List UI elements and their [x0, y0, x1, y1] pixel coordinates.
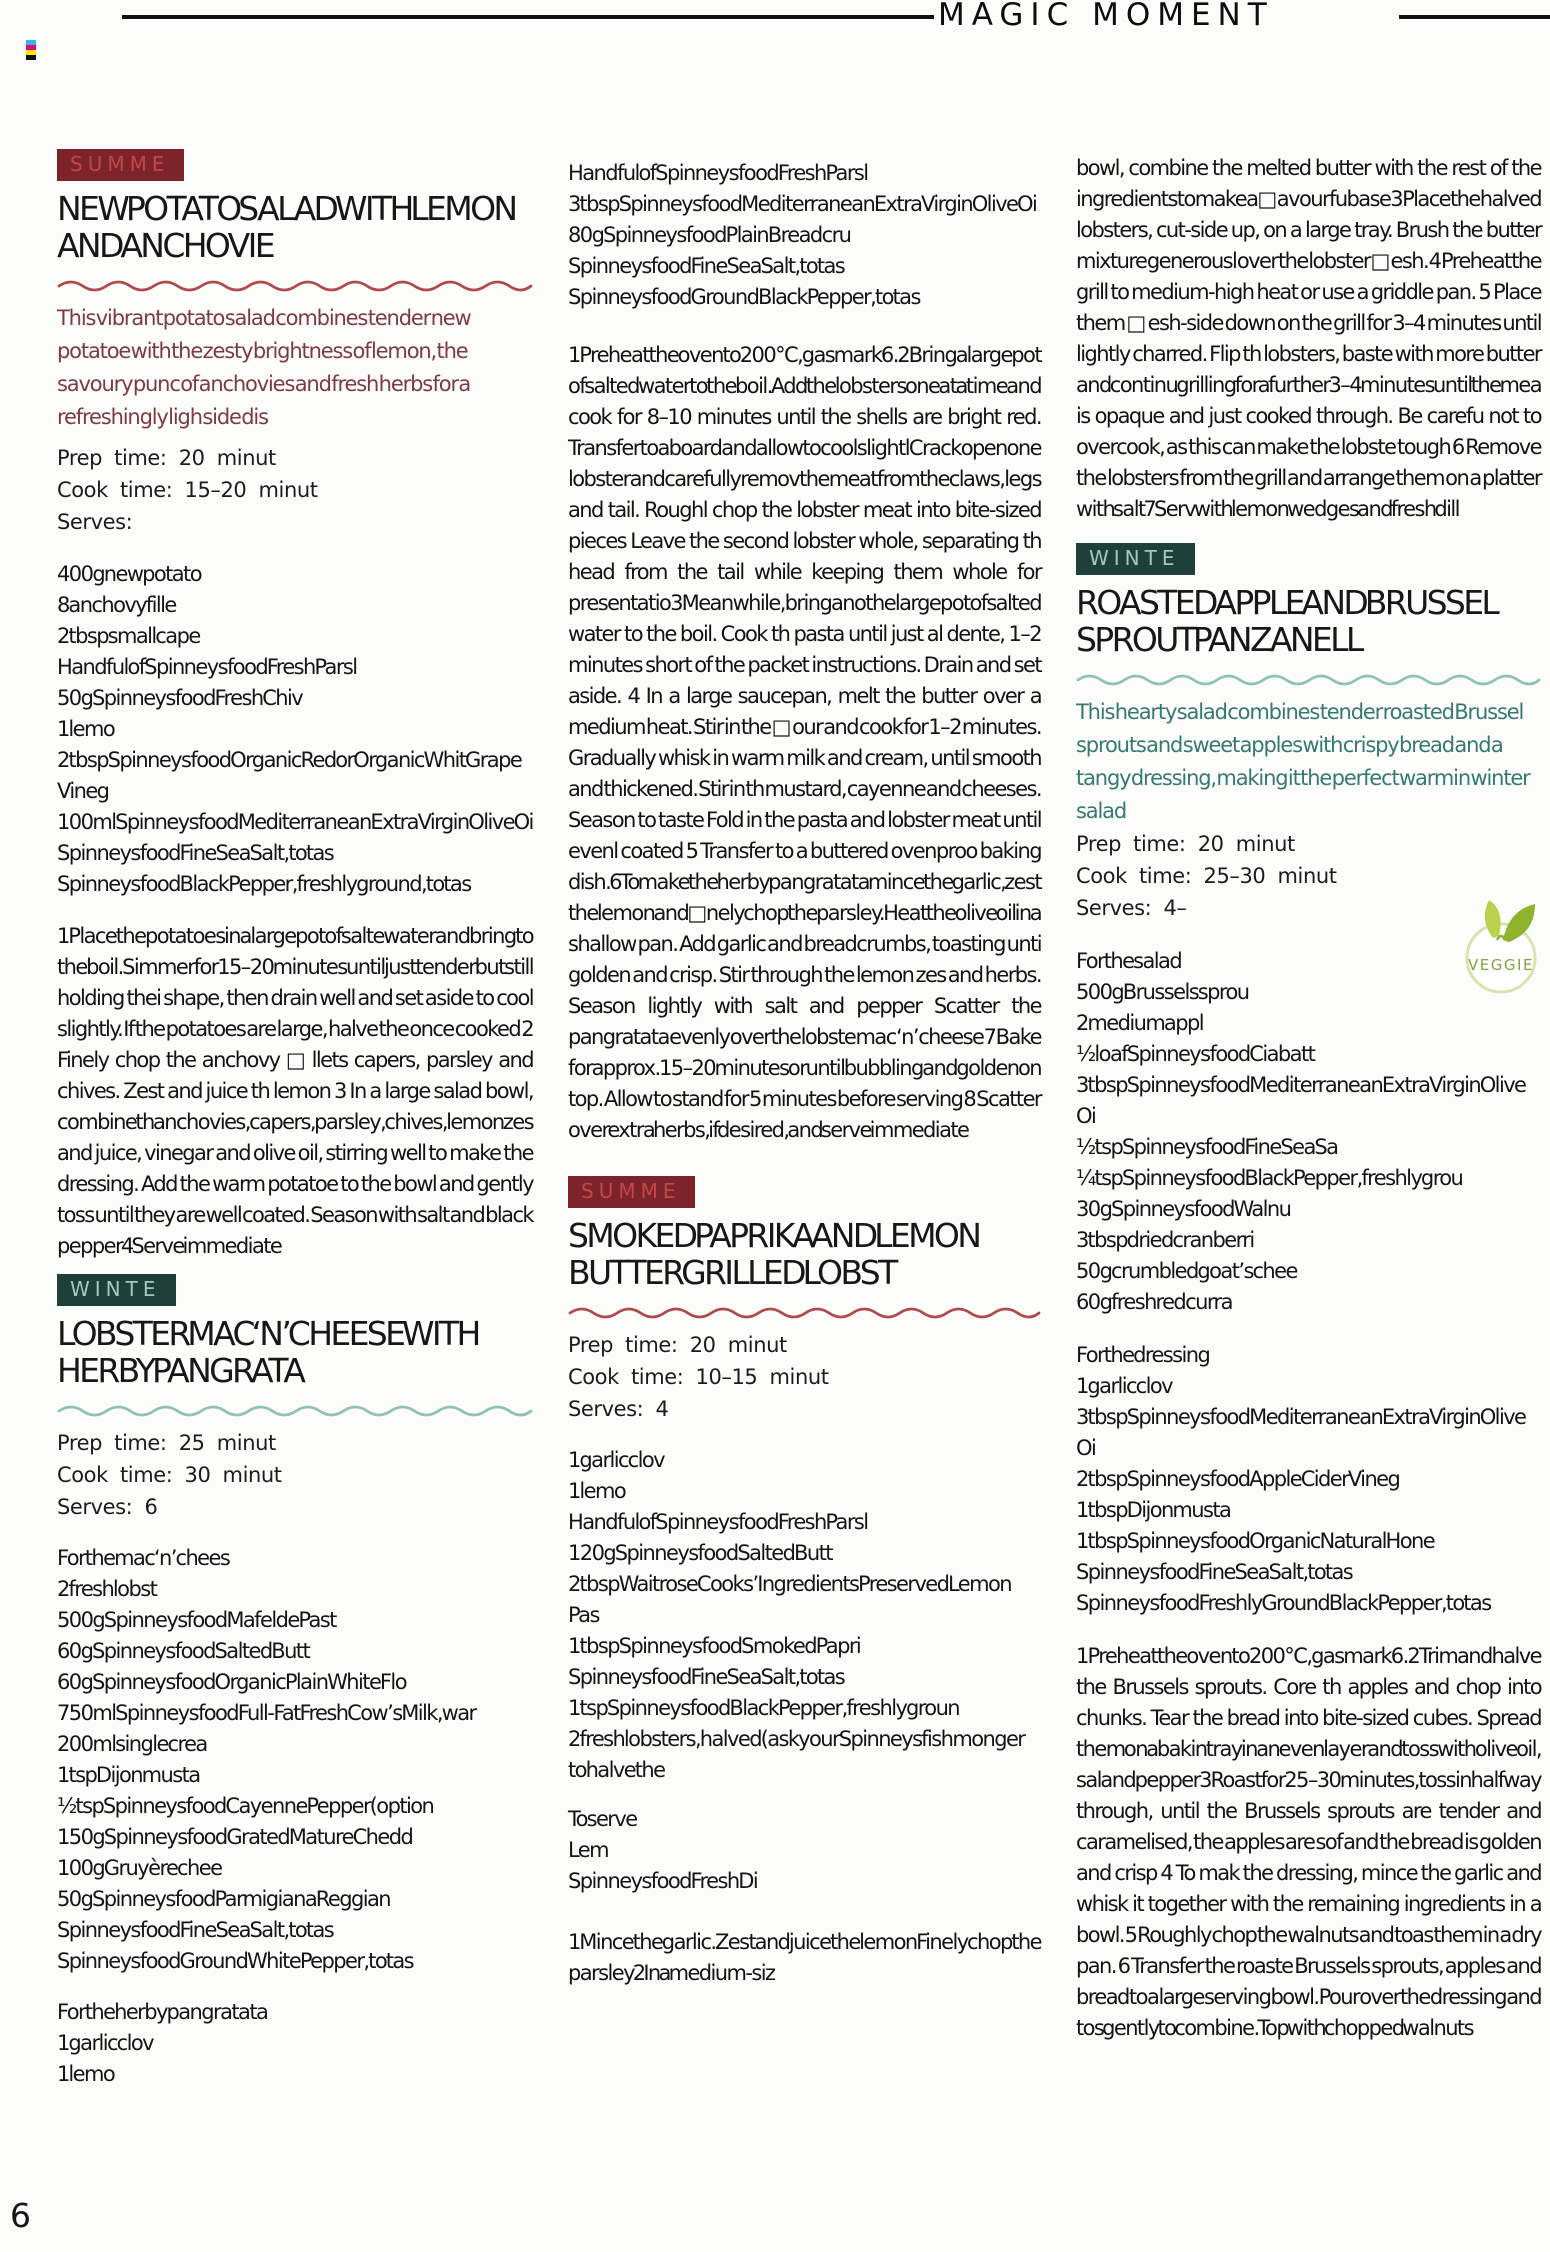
- ingredient-line: 2 fresh lobsters, halved (ask your Spinneys fishmonger to halve the: [568, 1727, 1025, 1782]
- recipe-meta: [57, 1427, 533, 1523]
- section-label: To serve: [568, 1807, 637, 1831]
- ingredient-line: ½ tsp Spinneysfood Cayenne Pepper (option: [57, 1794, 434, 1818]
- recipe-meta-line: Prep time: 20 minut: [568, 1333, 787, 1357]
- section-label: For the salad: [1076, 949, 1182, 973]
- ingredient-line: 60g Spinneysfood Salted Butt: [57, 1639, 310, 1663]
- ingredient-line: Spinneysfood Fine Sea Salt, to tas: [57, 841, 334, 865]
- ingredient-line: 150g Spinneysfood Grated Mature Chedd: [57, 1825, 413, 1849]
- ingredient-list: [568, 1835, 1041, 1897]
- ingredient-list: [57, 559, 533, 900]
- ingredient-list: [57, 1574, 533, 1977]
- ingredient-line: 80g Spinneysfood Plain Breadcru: [568, 223, 851, 247]
- ingredient-line: Spinneysfood Fine Sea Salt, to tas: [57, 1918, 334, 1942]
- section-label: For the mac ‘n’ chees: [57, 1546, 230, 1570]
- ingredient-line: 50g crumbled goat’s chee: [1076, 1259, 1297, 1283]
- column-3: [1076, 153, 1541, 2044]
- wavy-divider-red: [568, 1305, 1041, 1319]
- recipe-method: 1 Preheat the oven to 200°C, gas mark 6. 2 Bring a large pot of salted water to the boil. Add the lobsters one at a time and cook for 8–10 minutes until the shells are bright red. Transfer to a board and allow to cool slightl Crack open one lobster and carefully remov the meat from the claws, legs and tail. Roughl chop the lobster meat into bite-sized pieces Leave the second lobster whole, separating th head from the tail while keeping them whole for presentatio 3 Meanwhile, bring anothe large pot of salted water to the boil. Cook th pasta until just al dente, 1–2 minutes short of the packet instructions. Drain and set aside. 4 In a large saucepan, melt the butter over a medium heat. Stir in the □our and cook for 1–2 minutes. Gradually whisk in warm milk and cream, until smooth and thickened. Stir in th mustard, cayenne and cheeses. Season to taste Fold in the pasta and lobster meat until evenl coated 5 Transfer to a buttered ovenproo baking dish. 6 To make the herby pangratata mince the garlic, zest the lemon and □nely chop the parsley. Heat the olive oil in a shallow pan. Add garlic and breadcrumbs, toasting unti golden and crisp. Stir through the lemon zes and herbs. Season lightly with salt and pepper Scatter the pangratata evenly over the lobste mac ‘n’ cheese 7 Bake for approx. 15–20 minutes or until bubbling and golden on top. Allow to stand for 5 minutes before serving 8 Scatter over extra herbs, if desired, and serve immediate: [568, 343, 1041, 1142]
- veggie-badge-label: VEGGIE: [1468, 956, 1534, 974]
- ingredient-line: 100g Gruyère chee: [57, 1856, 222, 1880]
- ingredient-line: 2 fresh lobst: [57, 1577, 157, 1601]
- recipe-meta-line: Prep time: 20 minut: [1076, 832, 1295, 856]
- season-badge-summer: SUMME: [568, 1176, 695, 1208]
- recipe-meta: [568, 1329, 1041, 1425]
- veggie-badge: [1459, 894, 1543, 998]
- recipe-meta-line: Prep time: 25 minut: [57, 1431, 276, 1455]
- ingredient-line: 1 garlic clov: [1076, 1374, 1173, 1398]
- ingredient-line: 8 anchovy fille: [57, 593, 176, 617]
- ingredient-line: 1 lemo: [57, 717, 115, 741]
- recipe-meta-line: Cook time: 10–15 minut: [568, 1365, 829, 1389]
- season-badge-winter: WINTE: [57, 1274, 176, 1306]
- ingredient-line: 2 tbsp Waitrose Cooks’ Ingredients Preserved Lemon Pas: [568, 1572, 1012, 1627]
- recipe-method-start: 1 Mince the garlic. Zest and juice the lemon Finely chop the parsley 2 In a medium-siz: [568, 1930, 1041, 1985]
- veggie-badge-icon: [1459, 894, 1543, 998]
- recipe-method: 1 Place the potatoes in a large pot of salte water and bring to the boil. Simmer for 15–20 minutes until just tender but still holding thei shape, then drain well and set aside to cool slightly. If the potatoes are large, halve the once cooked 2 Finely chop the anchovy □llets capers, parsley and chives. Zest and juice th lemon 3 In a large salad bowl, combine th anchovies, capers, parsley, chives, lemon zes and juice, vinegar and olive oil, stirring well to make the dressing. Add the warm potatoe to the bowl and gently toss until they are well coated. Season with salt and black pepper 4 Serve immediate: [57, 924, 533, 1258]
- print-registration-mark: [26, 40, 36, 60]
- ingredient-line: Spinneysfood Freshly Ground Black Pepper, to tas: [1076, 1591, 1491, 1615]
- recipe-title-lobster-mac: LOBSTER MAC ‘N’ CHEESE WITH HERBY PANGRATA: [57, 1314, 479, 1390]
- recipe-meta-line: Cook time: 15–20 minut: [57, 478, 318, 502]
- ingredient-line: 500g Spinneysfood Mafelde Past: [57, 1608, 336, 1632]
- wavy-divider-teal: [57, 1403, 533, 1417]
- ingredient-line: Spinneysfood Ground Black Pepper, to tas: [568, 285, 920, 309]
- ingredient-line: 1 garlic clov: [57, 2031, 154, 2055]
- leaf-icon: [1503, 904, 1535, 942]
- ingredient-line: 750ml Spinneysfood Full-Fat Fresh Cow’s Milk, war: [57, 1701, 476, 1725]
- page-title: MAGIC MOMENT: [938, 0, 1274, 33]
- ingredient-line: Spinneysfood Fresh Di: [568, 1869, 758, 1893]
- recipe-meta-line: Prep time: 20 minut: [57, 446, 276, 470]
- ingredient-line: 1 lemo: [57, 2062, 115, 2086]
- recipe-meta-line: Serves: 4: [568, 1397, 669, 1421]
- ingredient-line: 200ml single crea: [57, 1732, 207, 1756]
- ingredient-line: 60g Spinneysfood Organic Plain White Flo: [57, 1670, 406, 1694]
- recipe-method-continued: bowl, combine the melted butter with the rest of the ingredients to make a □avourfu base 3 Place the halved lobsters, cut-side up, on a large tray. Brush the butter mixture generousl over the lobster □esh. 4 Preheat the grill to medium-high heat or use a griddle pan. 5 Place them □esh-side down on the grill for 3–4 minutes until lightly charred. Flip th lobsters, baste with more butter and continu grilling for a further 3–4 minutes until the mea is opaque and just cooked through. Be carefu not to overcook, as this can make the lobste tough 6 Remove the lobsters from the grill and arrange them on a platter with salt 7 Serv with lemon wedges and fresh dill: [1076, 156, 1541, 521]
- ingredient-line: 100ml Spinneysfood Mediterranean Extra Virgin Olive Oi: [57, 810, 533, 834]
- ingredient-list: [568, 1445, 1041, 1786]
- recipe-meta-line: Serves: 4–: [1076, 896, 1187, 920]
- header-rule-left: [122, 15, 934, 19]
- recipe-meta-line: Serves: 6: [57, 1495, 158, 1519]
- ingredient-list-continued: [568, 158, 1041, 313]
- ingredient-line: 1 tbsp Spinneysfood Smoked Papri: [568, 1634, 861, 1658]
- page-number: 6: [10, 2196, 31, 2235]
- ingredient-list: [1076, 1371, 1541, 1619]
- ingredient-line: 1 tsp Spinneysfood Black Pepper, freshly groun: [568, 1696, 960, 1720]
- ingredient-line: 2 tbsp Spinneysfood Organic Red or Organic Whit Grape Vineg: [57, 748, 522, 803]
- ingredient-line: 3 tbsp Spinneysfood Mediterranean Extra Virgin Olive Oi: [1076, 1073, 1526, 1128]
- ingredient-line: 500g Brussels sprou: [1076, 980, 1249, 1004]
- season-badge-summer: SUMME: [57, 149, 184, 181]
- ingredient-line: Handful of Spinneysfood Fresh Parsl: [568, 1510, 868, 1534]
- section-label: For the dressing: [1076, 1343, 1210, 1367]
- ingredient-line: Spinneysfood Fine Sea Salt, to tas: [568, 254, 845, 278]
- recipe-title-panzanella: ROASTED APPLE AND BRUSSEL SPROUT PANZANELL: [1076, 583, 1498, 659]
- recipe-title-potato-salad: NEW POTATO SALAD WITH LEMON AND ANCHOVIE: [57, 189, 516, 265]
- recipe-meta-line: Cook time: 30 minut: [57, 1463, 282, 1487]
- recipe-meta: [57, 442, 533, 538]
- recipe-intro: This hearty salad combines tender roasted Brussel sprouts and sweet apples with crispy bread and a tangy dressing, making it the perfect warmin winter salad: [1076, 700, 1530, 823]
- ingredient-line: 2 medium appl: [1076, 1011, 1203, 1035]
- ingredient-line: 50g Spinneysfood Parmigiana Reggian: [57, 1887, 390, 1911]
- ingredient-line: ½ loaf Spinneysfood Ciabatt: [1076, 1042, 1315, 1066]
- section-label: For the herby pangratata: [57, 2000, 268, 2024]
- ingredient-line: Spinneysfood Fine Sea Salt, to tas: [1076, 1560, 1353, 1584]
- header-rule-right: [1399, 15, 1550, 19]
- ingredient-line: 1 tbsp Dijon musta: [1076, 1498, 1231, 1522]
- column-2: [568, 158, 1041, 1989]
- ingredient-line: 120g Spinneysfood Salted Butt: [568, 1541, 832, 1565]
- ingredient-line: Lem: [568, 1838, 608, 1862]
- ingredient-line: Spinneysfood Black Pepper, freshly ground, to tas: [57, 872, 471, 896]
- wavy-divider-red: [57, 278, 533, 292]
- ingredient-line: 2 tbsp small cape: [57, 624, 200, 648]
- ingredient-line: 2 tbsp Spinneysfood Apple Cider Vineg: [1076, 1467, 1400, 1491]
- ingredient-line: Spinneysfood Ground White Pepper, to tas: [57, 1949, 414, 1973]
- recipe-intro: This vibrant potato salad combines tender new potatoe with the zesty brightness of lemon, the savoury punc of anchovies and fresh herbs for a refreshingly ligh side dis: [57, 306, 471, 429]
- ingredient-line: 30g Spinneysfood Walnu: [1076, 1197, 1291, 1221]
- column-1: [57, 149, 533, 2090]
- ingredient-line: 1 lemo: [568, 1479, 626, 1503]
- ingredient-line: ½ tsp Spinneysfood Fine Sea Sa: [1076, 1135, 1338, 1159]
- ingredient-line: 1 tsp Dijon musta: [57, 1763, 200, 1787]
- recipe-meta-line: Cook time: 25–30 minut: [1076, 864, 1337, 888]
- ingredient-list: [57, 2028, 533, 2090]
- ingredient-line: Spinneysfood Fine Sea Salt, to tas: [568, 1665, 845, 1689]
- ingredient-line: Handful of Spinneysfood Fresh Parsl: [57, 655, 357, 679]
- ingredient-line: Handful of Spinneysfood Fresh Parsl: [568, 161, 868, 185]
- ingredient-line: 400g new potato: [57, 562, 201, 586]
- season-badge-winter: WINTE: [1076, 543, 1195, 575]
- ingredient-line: ¼ tsp Spinneysfood Black Pepper, freshly grou: [1076, 1166, 1463, 1190]
- recipe-meta-line: Serves:: [57, 510, 133, 534]
- ingredient-line: 3 tbsp Spinneysfood Mediterranean Extra Virgin Olive Oi: [568, 192, 1037, 216]
- ingredient-line: 3 tbsp Spinneysfood Mediterranean Extra Virgin Olive Oi: [1076, 1405, 1526, 1460]
- ingredient-line: 60g fresh redcurra: [1076, 1290, 1232, 1314]
- ingredient-line: 1 tbsp Spinneysfood Organic Natural Hone: [1076, 1529, 1435, 1553]
- recipe-method: 1 Preheat the oven to 200°C, gas mark 6. 2 Trim and halve the Brussels sprouts. Core th apples and chop into chunks. Tear the bread into bite-sized cubes. Spread them on a bakin tray in an even layer and toss with olive oil, sal and pepper 3 Roast for 25–30 minutes, tossin halfway through, until the Brussels sprouts are tender and caramelised, the apples are sof and the bread is golden and crisp 4 To mak the dressing, mince the garlic and whisk it together with the remaining ingredients in a bowl. 5 Roughly chop the walnuts and toas them in a dry pan. 6 Transfer the roaste Brussels sprouts, apples and bread to a large serving bowl. Pour over the dressing and tos gently to combine. Top with chopped walnuts: [1076, 1644, 1541, 2040]
- ingredient-list: [1076, 977, 1541, 1318]
- ingredient-line: 1 garlic clov: [568, 1448, 665, 1472]
- ingredient-line: 3 tbsp dried cranberri: [1076, 1228, 1254, 1252]
- wavy-divider-teal: [1076, 672, 1541, 686]
- ingredient-line: 50g Spinneysfood Fresh Chiv: [57, 686, 303, 710]
- recipe-title-grilled-lobster: SMOKED PAPRIKA AND LEMON BUTTER GRILLED LOBST: [568, 1216, 980, 1292]
